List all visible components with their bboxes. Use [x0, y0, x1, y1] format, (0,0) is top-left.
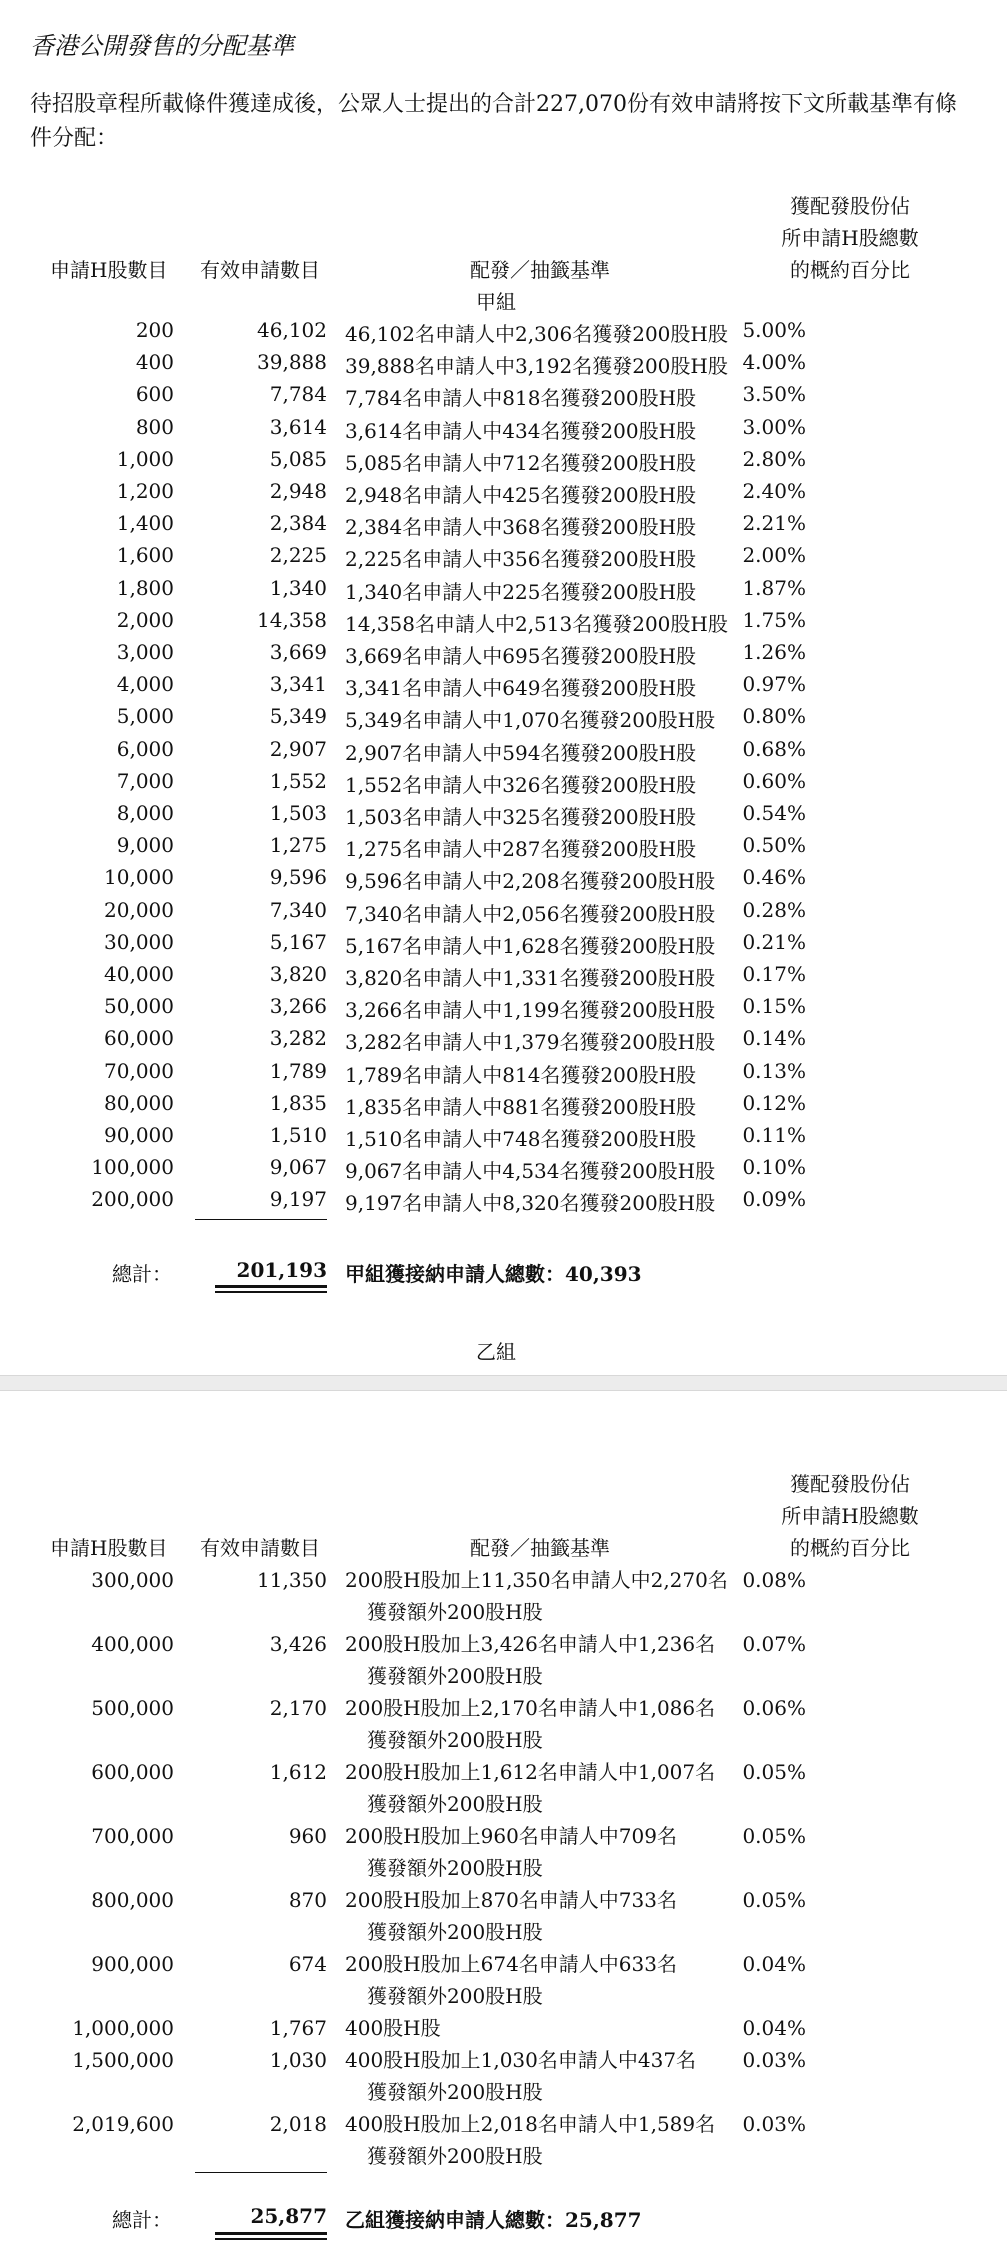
- total-double-rule-a-bottom: [215, 1291, 327, 1293]
- cell-percentage: 0.04%: [742, 1952, 806, 1976]
- cell-basis: 5,167名申請人中1,628名獲發200股H股: [345, 933, 716, 958]
- cell-applications: 11,350: [257, 1568, 327, 1592]
- cell-shares: 5,000: [116, 704, 174, 729]
- cell-basis: 2,907名申請人中594名獲發200股H股: [345, 740, 697, 765]
- cell-applications: 14,358: [257, 607, 327, 632]
- cell-shares: 1,000,000: [72, 2016, 174, 2040]
- cell-applications: 1,340: [269, 575, 327, 600]
- group-b-label: 乙組: [476, 1340, 516, 1364]
- cell-percentage: 2.21%: [742, 511, 806, 536]
- cell-basis: 5,085名申請人中712名獲發200股H股: [345, 450, 697, 475]
- cell-percentage: 0.06%: [742, 1696, 806, 1720]
- cell-basis: 9,197名申請人中8,320名獲發200股H股: [345, 1191, 716, 1216]
- cell-basis: 1,340名申請人中225名獲發200股H股: [345, 579, 697, 604]
- cell-applications: 3,614: [269, 414, 327, 439]
- cell-percentage: 0.03%: [742, 2112, 806, 2136]
- cell-shares: 1,000: [116, 446, 174, 471]
- cell-basis: 1,789名申請人中814名獲發200股H股: [345, 1062, 697, 1087]
- cell-applications: 960: [288, 1824, 327, 1848]
- header-pct-line3: 的概約百分比: [790, 258, 910, 282]
- table-row: [0, 737, 1007, 769]
- cell-applications: 2,018: [269, 2112, 327, 2136]
- cell-applications: 3,266: [269, 994, 327, 1019]
- cell-shares: 30,000: [104, 929, 174, 954]
- cell-basis: [345, 1628, 715, 1692]
- table-row: [0, 576, 1007, 608]
- cell-basis-line1: 200股H股加上674名申請人中633名: [345, 1952, 677, 1976]
- cell-applications: 9,197: [269, 1187, 327, 1212]
- table-row: [0, 1091, 1007, 1123]
- cell-basis-line1: 400股H股加上2,018名申請人中1,589名: [345, 2112, 716, 2136]
- cell-shares: 400: [135, 350, 174, 375]
- table-row: [0, 1123, 1007, 1155]
- total-double-rule-b-top: [215, 2232, 327, 2235]
- cell-applications: 3,282: [269, 1026, 327, 1051]
- cell-percentage: 1.87%: [742, 575, 806, 600]
- cell-shares: 7,000: [116, 768, 174, 793]
- cell-basis-line1: 200股H股加上1,612名申請人中1,007名: [345, 1760, 716, 1784]
- table-row: [0, 801, 1007, 833]
- cell-basis: 3,820名申請人中1,331名獲發200股H股: [345, 966, 716, 990]
- cell-basis-line1: 400股H股: [345, 2016, 441, 2040]
- table-row: [0, 994, 1007, 1026]
- cell-basis: [345, 1948, 677, 2012]
- header-percentage-a: [760, 190, 940, 286]
- cell-percentage: 0.15%: [742, 994, 806, 1019]
- cell-basis: 1,275名申請人中287名獲發200股H股: [345, 837, 697, 862]
- cell-applications: 1,030: [269, 2048, 327, 2072]
- cell-percentage: 0.54%: [742, 801, 806, 825]
- total-label-a: 總計：: [112, 1262, 172, 1286]
- cell-percentage: 0.04%: [742, 2016, 806, 2040]
- cell-basis-line2: 獲發額外200股H股: [367, 2144, 543, 2168]
- cell-percentage: 0.05%: [742, 1888, 806, 1912]
- cell-basis: 3,282名申請人中1,379名獲發200股H股: [345, 1030, 716, 1055]
- cell-basis: 3,266名申請人中1,199名獲發200股H股: [345, 998, 716, 1023]
- cell-percentage: 1.26%: [742, 640, 806, 664]
- cell-shares: 6,000: [116, 736, 174, 761]
- cell-percentage: 0.21%: [742, 929, 806, 954]
- cell-shares: 800: [135, 414, 174, 439]
- cell-percentage: 2.40%: [742, 479, 806, 503]
- table-row: [0, 318, 1007, 350]
- cell-percentage: 4.00%: [742, 350, 806, 375]
- cell-applications: 2,225: [269, 543, 327, 568]
- total-double-rule-a-top: [215, 1285, 327, 1288]
- cell-basis: 1,510名申請人中748名獲發200股H股: [345, 1127, 697, 1151]
- header-basis-b: 配發／抽籤基準: [470, 1536, 610, 1560]
- cell-basis-line2: 獲發額外200股H股: [367, 2080, 543, 2104]
- page-separator: [0, 1375, 1007, 1391]
- table-row: [0, 479, 1007, 511]
- group-a-label: 甲組: [476, 290, 516, 314]
- cell-shares: 1,800: [116, 575, 174, 600]
- cell-applications: 2,907: [269, 736, 327, 761]
- cell-basis: 5,349名申請人中1,070名獲發200股H股: [345, 708, 716, 733]
- table-row: [0, 962, 1007, 994]
- header-pct-line1: 獲配發股份佔: [790, 1472, 910, 1496]
- table-row: [0, 1155, 1007, 1187]
- cell-applications: 39,888: [257, 350, 327, 375]
- cell-percentage: 2.00%: [742, 543, 806, 568]
- cell-basis: 2,948名申請人中425名獲發200股H股: [345, 483, 697, 507]
- cell-basis: 7,340名申請人中2,056名獲發200股H股: [345, 901, 716, 926]
- header-applications-a: 有效申請數目: [200, 258, 320, 282]
- cell-applications: 46,102: [257, 318, 327, 342]
- total-value-a: 201,193: [236, 1258, 327, 1282]
- cell-shares: 900,000: [91, 1952, 174, 1976]
- cell-applications: 3,669: [269, 640, 327, 664]
- table-row: [0, 511, 1007, 543]
- header-percentage-b: [760, 1468, 940, 1564]
- cell-basis: 9,067名申請人中4,534名獲發200股H股: [345, 1159, 716, 1184]
- cell-applications: 7,340: [269, 897, 327, 922]
- cell-percentage: 0.05%: [742, 1760, 806, 1784]
- cell-basis-line2: 獲發額外200股H股: [367, 1984, 543, 2008]
- cell-shares: 20,000: [104, 897, 174, 922]
- cell-shares: 4,000: [116, 672, 174, 697]
- cell-percentage: 2.80%: [742, 446, 806, 471]
- cell-shares: 100,000: [91, 1155, 174, 1180]
- cell-basis-line2: 獲發額外200股H股: [367, 1856, 543, 1880]
- cell-basis: 3,614名申請人中434名獲發200股H股: [345, 418, 697, 443]
- header-shares-a: 申請H股數目: [50, 258, 168, 282]
- table-row: [0, 640, 1007, 672]
- cell-basis-line2: 獲發額外200股H股: [367, 1920, 543, 1944]
- cell-basis: [345, 1692, 715, 1756]
- cell-basis-line1: 200股H股加上870名申請人中733名: [345, 1888, 677, 1912]
- cell-applications: 2,384: [269, 511, 327, 536]
- cell-applications: 1,767: [269, 2016, 327, 2040]
- header-pct-line3: 的概約百分比: [790, 1536, 910, 1560]
- cell-shares: 2,000: [116, 607, 174, 632]
- cell-percentage: 0.10%: [742, 1155, 806, 1180]
- header-shares-b: 申請H股數目: [50, 1536, 168, 1560]
- cell-basis: 1,503名申請人中325名獲發200股H股: [345, 805, 697, 829]
- cell-shares: 200,000: [91, 1187, 174, 1212]
- table-row: [0, 898, 1007, 930]
- accepted-total-b: 乙組獲接納申請人總數：25,877: [345, 2208, 642, 2232]
- cell-shares: 600,000: [91, 1760, 174, 1784]
- cell-shares: 800,000: [91, 1888, 174, 1912]
- table-row: [0, 415, 1007, 447]
- total-label-b: 總計：: [112, 2208, 172, 2232]
- cell-basis-line2: 獲發額外200股H股: [367, 1600, 543, 1624]
- header-applications-b: 有效申請數目: [200, 1536, 320, 1560]
- cell-applications: 2,948: [269, 479, 327, 503]
- header-pct-line1: 獲配發股份佔: [790, 194, 910, 218]
- cell-applications: 9,067: [269, 1155, 327, 1180]
- cell-shares: 3,000: [116, 640, 174, 664]
- cell-basis: 1,835名申請人中881名獲發200股H股: [345, 1094, 697, 1119]
- table-row: [0, 930, 1007, 962]
- cell-applications: 3,341: [269, 672, 327, 697]
- cell-percentage: 0.68%: [742, 736, 806, 761]
- cell-basis: 2,225名申請人中356名獲發200股H股: [345, 547, 697, 572]
- cell-percentage: 0.09%: [742, 1187, 806, 1212]
- table-row: [0, 543, 1007, 575]
- cell-shares: 1,400: [116, 511, 174, 536]
- table-row: [0, 1187, 1007, 1219]
- table-row: [0, 350, 1007, 382]
- cell-percentage: 1.75%: [742, 607, 806, 632]
- cell-percentage: 0.80%: [742, 704, 806, 729]
- cell-applications: 5,085: [269, 446, 327, 471]
- cell-basis: [345, 2044, 696, 2108]
- cell-shares: 600: [135, 382, 174, 407]
- cell-applications: 674: [288, 1952, 327, 1976]
- cell-applications: 3,426: [269, 1632, 327, 1656]
- header-basis-a: 配發／抽籤基準: [470, 258, 610, 282]
- cell-basis-line2: 獲發額外200股H股: [367, 1664, 543, 1688]
- cell-percentage: 0.12%: [742, 1090, 806, 1115]
- cell-basis: 14,358名申請人中2,513名獲發200股H股: [345, 611, 728, 636]
- cell-percentage: 0.46%: [742, 865, 806, 890]
- header-pct-line2: 所申請H股總數: [781, 226, 919, 250]
- cell-shares: 40,000: [104, 962, 174, 986]
- cell-applications: 7,784: [269, 382, 327, 407]
- cell-basis-line1: 200股H股加上11,350名申請人中2,270名: [345, 1568, 728, 1592]
- cell-shares: 2,019,600: [72, 2112, 174, 2136]
- cell-percentage: 0.50%: [742, 833, 806, 858]
- table-row: [0, 382, 1007, 414]
- table-row: [0, 769, 1007, 801]
- cell-basis-line2: 獲發額外200股H股: [367, 1792, 543, 1816]
- cell-applications: 1,789: [269, 1058, 327, 1083]
- cell-basis: [345, 1820, 677, 1884]
- cell-percentage: 3.50%: [742, 382, 806, 407]
- table-row: [0, 447, 1007, 479]
- cell-applications: 1,612: [269, 1760, 327, 1784]
- cell-percentage: 0.14%: [742, 1026, 806, 1051]
- cell-percentage: 0.03%: [742, 2048, 806, 2072]
- cell-shares: 1,500,000: [72, 2048, 174, 2072]
- header-pct-line2: 所申請H股總數: [781, 1504, 919, 1528]
- subtotal-rule-a: [195, 1219, 327, 1220]
- table-row: [0, 1026, 1007, 1058]
- cell-basis: 39,888名申請人中3,192名獲發200股H股: [345, 354, 728, 379]
- cell-basis-line2: 獲發額外200股H股: [367, 1728, 543, 1752]
- cell-basis-line1: 200股H股加上3,426名申請人中1,236名: [345, 1632, 716, 1656]
- page-title: 香港公開發售的分配基準: [30, 32, 294, 60]
- cell-percentage: 0.28%: [742, 897, 806, 922]
- table-row: [0, 833, 1007, 865]
- table-row: [0, 608, 1007, 640]
- cell-applications: 2,170: [269, 1696, 327, 1720]
- accepted-total-a: 甲組獲接納申請人總數：40,393: [345, 1262, 642, 1286]
- cell-shares: 70,000: [104, 1058, 174, 1083]
- cell-basis-line1: 400股H股加上1,030名申請人中437名: [345, 2048, 697, 2072]
- cell-shares: 200: [135, 318, 174, 342]
- cell-shares: 1,200: [116, 479, 174, 503]
- cell-shares: 700,000: [91, 1824, 174, 1848]
- total-double-rule-b-bottom: [215, 2238, 327, 2240]
- cell-basis: [345, 1884, 677, 1948]
- cell-shares: 300,000: [91, 1568, 174, 1592]
- cell-shares: 90,000: [104, 1123, 174, 1147]
- cell-basis: [345, 1564, 728, 1628]
- cell-shares: 50,000: [104, 994, 174, 1019]
- cell-applications: 1,510: [269, 1123, 327, 1147]
- cell-shares: 10,000: [104, 865, 174, 890]
- cell-percentage: 0.05%: [742, 1824, 806, 1848]
- cell-percentage: 0.60%: [742, 768, 806, 793]
- cell-shares: 400,000: [91, 1632, 174, 1656]
- cell-percentage: 0.13%: [742, 1058, 806, 1083]
- subtotal-rule-b: [195, 2172, 327, 2173]
- cell-basis: 1,552名申請人中326名獲發200股H股: [345, 772, 697, 797]
- cell-basis: [345, 2108, 715, 2172]
- cell-percentage: 0.08%: [742, 1568, 806, 1592]
- cell-shares: 8,000: [116, 801, 174, 825]
- cell-basis: 3,669名申請人中695名獲發200股H股: [345, 644, 697, 668]
- cell-applications: 9,596: [269, 865, 327, 890]
- cell-basis-line1: 200股H股加上2,170名申請人中1,086名: [345, 1696, 716, 1720]
- cell-shares: 60,000: [104, 1026, 174, 1051]
- cell-basis: [345, 2012, 441, 2044]
- total-value-b: 25,877: [250, 2204, 327, 2228]
- cell-basis: 2,384名申請人中368名獲發200股H股: [345, 515, 697, 540]
- cell-applications: 1,835: [269, 1090, 327, 1115]
- cell-applications: 870: [288, 1888, 327, 1912]
- cell-basis: 46,102名申請人中2,306名獲發200股H股: [345, 322, 728, 346]
- cell-percentage: 0.17%: [742, 962, 806, 986]
- cell-applications: 1,552: [269, 768, 327, 793]
- cell-applications: 5,167: [269, 929, 327, 954]
- cell-shares: 9,000: [116, 833, 174, 858]
- cell-basis-line1: 200股H股加上960名申請人中709名: [345, 1824, 677, 1848]
- cell-basis: [345, 1756, 715, 1820]
- cell-applications: 1,275: [269, 833, 327, 858]
- table-row: [0, 704, 1007, 736]
- cell-basis: 9,596名申請人中2,208名獲發200股H股: [345, 869, 716, 894]
- cell-percentage: 5.00%: [742, 318, 806, 342]
- cell-applications: 1,503: [269, 801, 327, 825]
- intro-paragraph: 待招股章程所載條件獲達成後，公眾人士提出的合計227,070份有效申請將按下文所載基準有條件分配：: [30, 92, 957, 151]
- cell-percentage: 0.11%: [742, 1123, 806, 1147]
- table-row: [0, 672, 1007, 704]
- table-row: [0, 1059, 1007, 1091]
- cell-basis: 3,341名申請人中649名獲發200股H股: [345, 676, 697, 701]
- cell-percentage: 0.07%: [742, 1632, 806, 1656]
- cell-basis: 7,784名申請人中818名獲發200股H股: [345, 386, 697, 411]
- cell-shares: 500,000: [91, 1696, 174, 1720]
- cell-percentage: 0.97%: [742, 672, 806, 697]
- cell-applications: 5,349: [269, 704, 327, 729]
- cell-applications: 3,820: [269, 962, 327, 986]
- cell-shares: 1,600: [116, 543, 174, 568]
- cell-shares: 80,000: [104, 1090, 174, 1115]
- cell-percentage: 3.00%: [742, 414, 806, 439]
- table-row: [0, 865, 1007, 897]
